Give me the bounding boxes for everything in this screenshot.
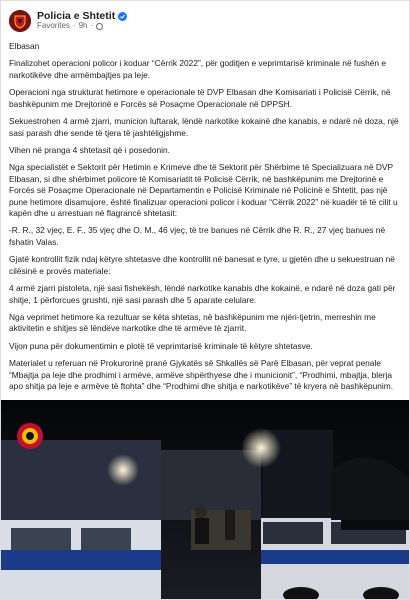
post-text <box>1 35 409 393</box>
globe-icon <box>96 23 103 30</box>
header-meta <box>37 11 127 31</box>
paragraph-location: Elbasan <box>9 41 40 51</box>
paragraph: Nga veprimet hetimore ka rezultuar se këta shtetas, në bashkëpunim me njëri-tjetrin, merreshin me aktivitetin e shitjes së lëndëve narkotike dhe të armëve të zjarrit. <box>9 312 376 334</box>
paragraph: Materialet u referuan në Prokurorinë pranë Gjykatës së Shkallës së Parë Elbasan, për veprat penale “Mbajtja pa leje dhe prodhimi i armëve, armëve shpërthyese dhe i municionit”, “Prodhimi, mbajtja, blerja apo shitja pa leje e armëve të ftohta” dhe “Prodhimi dhe shitja e narkotikëve” të kryera në bashkëpunim. <box>9 358 394 392</box>
paragraph: Nga specialistët e Sektorit për Hetimin e Krimeve dhe të Sektorit për Shërbime të Specializuara në DVP Elbasan, si dhe shërbimet policore të Komisariatit të Policisë Cërrik, në bashkëpunim me Drejtorinë e Forcës së Posaçme Operacionale në Departamentin e Policisë Kriminale në Policinë e Shtetit, pas një pune hetimore disamujore, është finalizuar operacioni policor i koduar “Cërrik 2022” në kuadër të të cilit u kapën dhe u arrestuan në flagrancë shtetasit: <box>9 162 398 219</box>
night-operation-image <box>1 400 410 600</box>
post-header <box>1 1 409 35</box>
post-time[interactable]: 9h <box>78 21 88 31</box>
post-photo[interactable] <box>1 400 410 600</box>
paragraph: Finalizohet operacioni policor i koduar “Cërrik 2022”, për goditjen e veprimtarisë kriminale në fushën e narkotikëve dhe armëmbajtjes pa leje. <box>9 58 387 80</box>
paragraph: Vijon puna për dokumentimin e plotë të veprimtarisë kriminale të këtyre shtetasve. <box>9 340 313 351</box>
police-emblem-icon <box>9 10 31 32</box>
paragraph: Gjatë kontrollit fizik ndaj këtyre shtetasve dhe kontrollit në banesat e tyre, u gjetën dhe u sekuestruan në cilësinë e provës materiale: <box>9 254 395 276</box>
page-avatar[interactable] <box>9 10 31 32</box>
paragraph: Vihen në pranga 4 shtetasit që i posedonin. <box>9 144 170 155</box>
audience-label[interactable]: Favorites <box>37 21 70 31</box>
paragraph: 4 armë zjarri pistoleta, një sasi fishekësh, lëndë narkotike kanabis dhe kokainë, e ndarë në doza gati për shitje, 1 përforcues grushti, një sasi parash dhe 5 aparate celulare. <box>9 283 396 305</box>
paragraph: Sekuestrohen 4 armë zjarri, municion luftarak, lëndë narkotike kokainë dhe kanabis, e ndarë në doza, një sasi parash dhe sende të tjera të jashtëligjshme. <box>9 116 399 138</box>
paragraph: Operacioni nga strukturat hetimore e operacionale të DVP Elbasan dhe Komisariati i Policisë Cërrik, në bashkëpunim me Drejtorinë e Forcës së Posaçme Operacionale në DPPSH. <box>9 87 391 109</box>
page-name[interactable]: Policia e Shtetit <box>37 9 116 22</box>
paragraph: -R. R., 32 vjeç, E. F., 35 vjeç dhe O. M., 46 vjeç, të tre banues në Cërrik dhe R. R., 27 vjeç banues në fshatin Valas. <box>9 225 386 247</box>
post-subline: Favorites · 9h · <box>37 22 127 31</box>
verified-badge-icon <box>118 12 127 21</box>
